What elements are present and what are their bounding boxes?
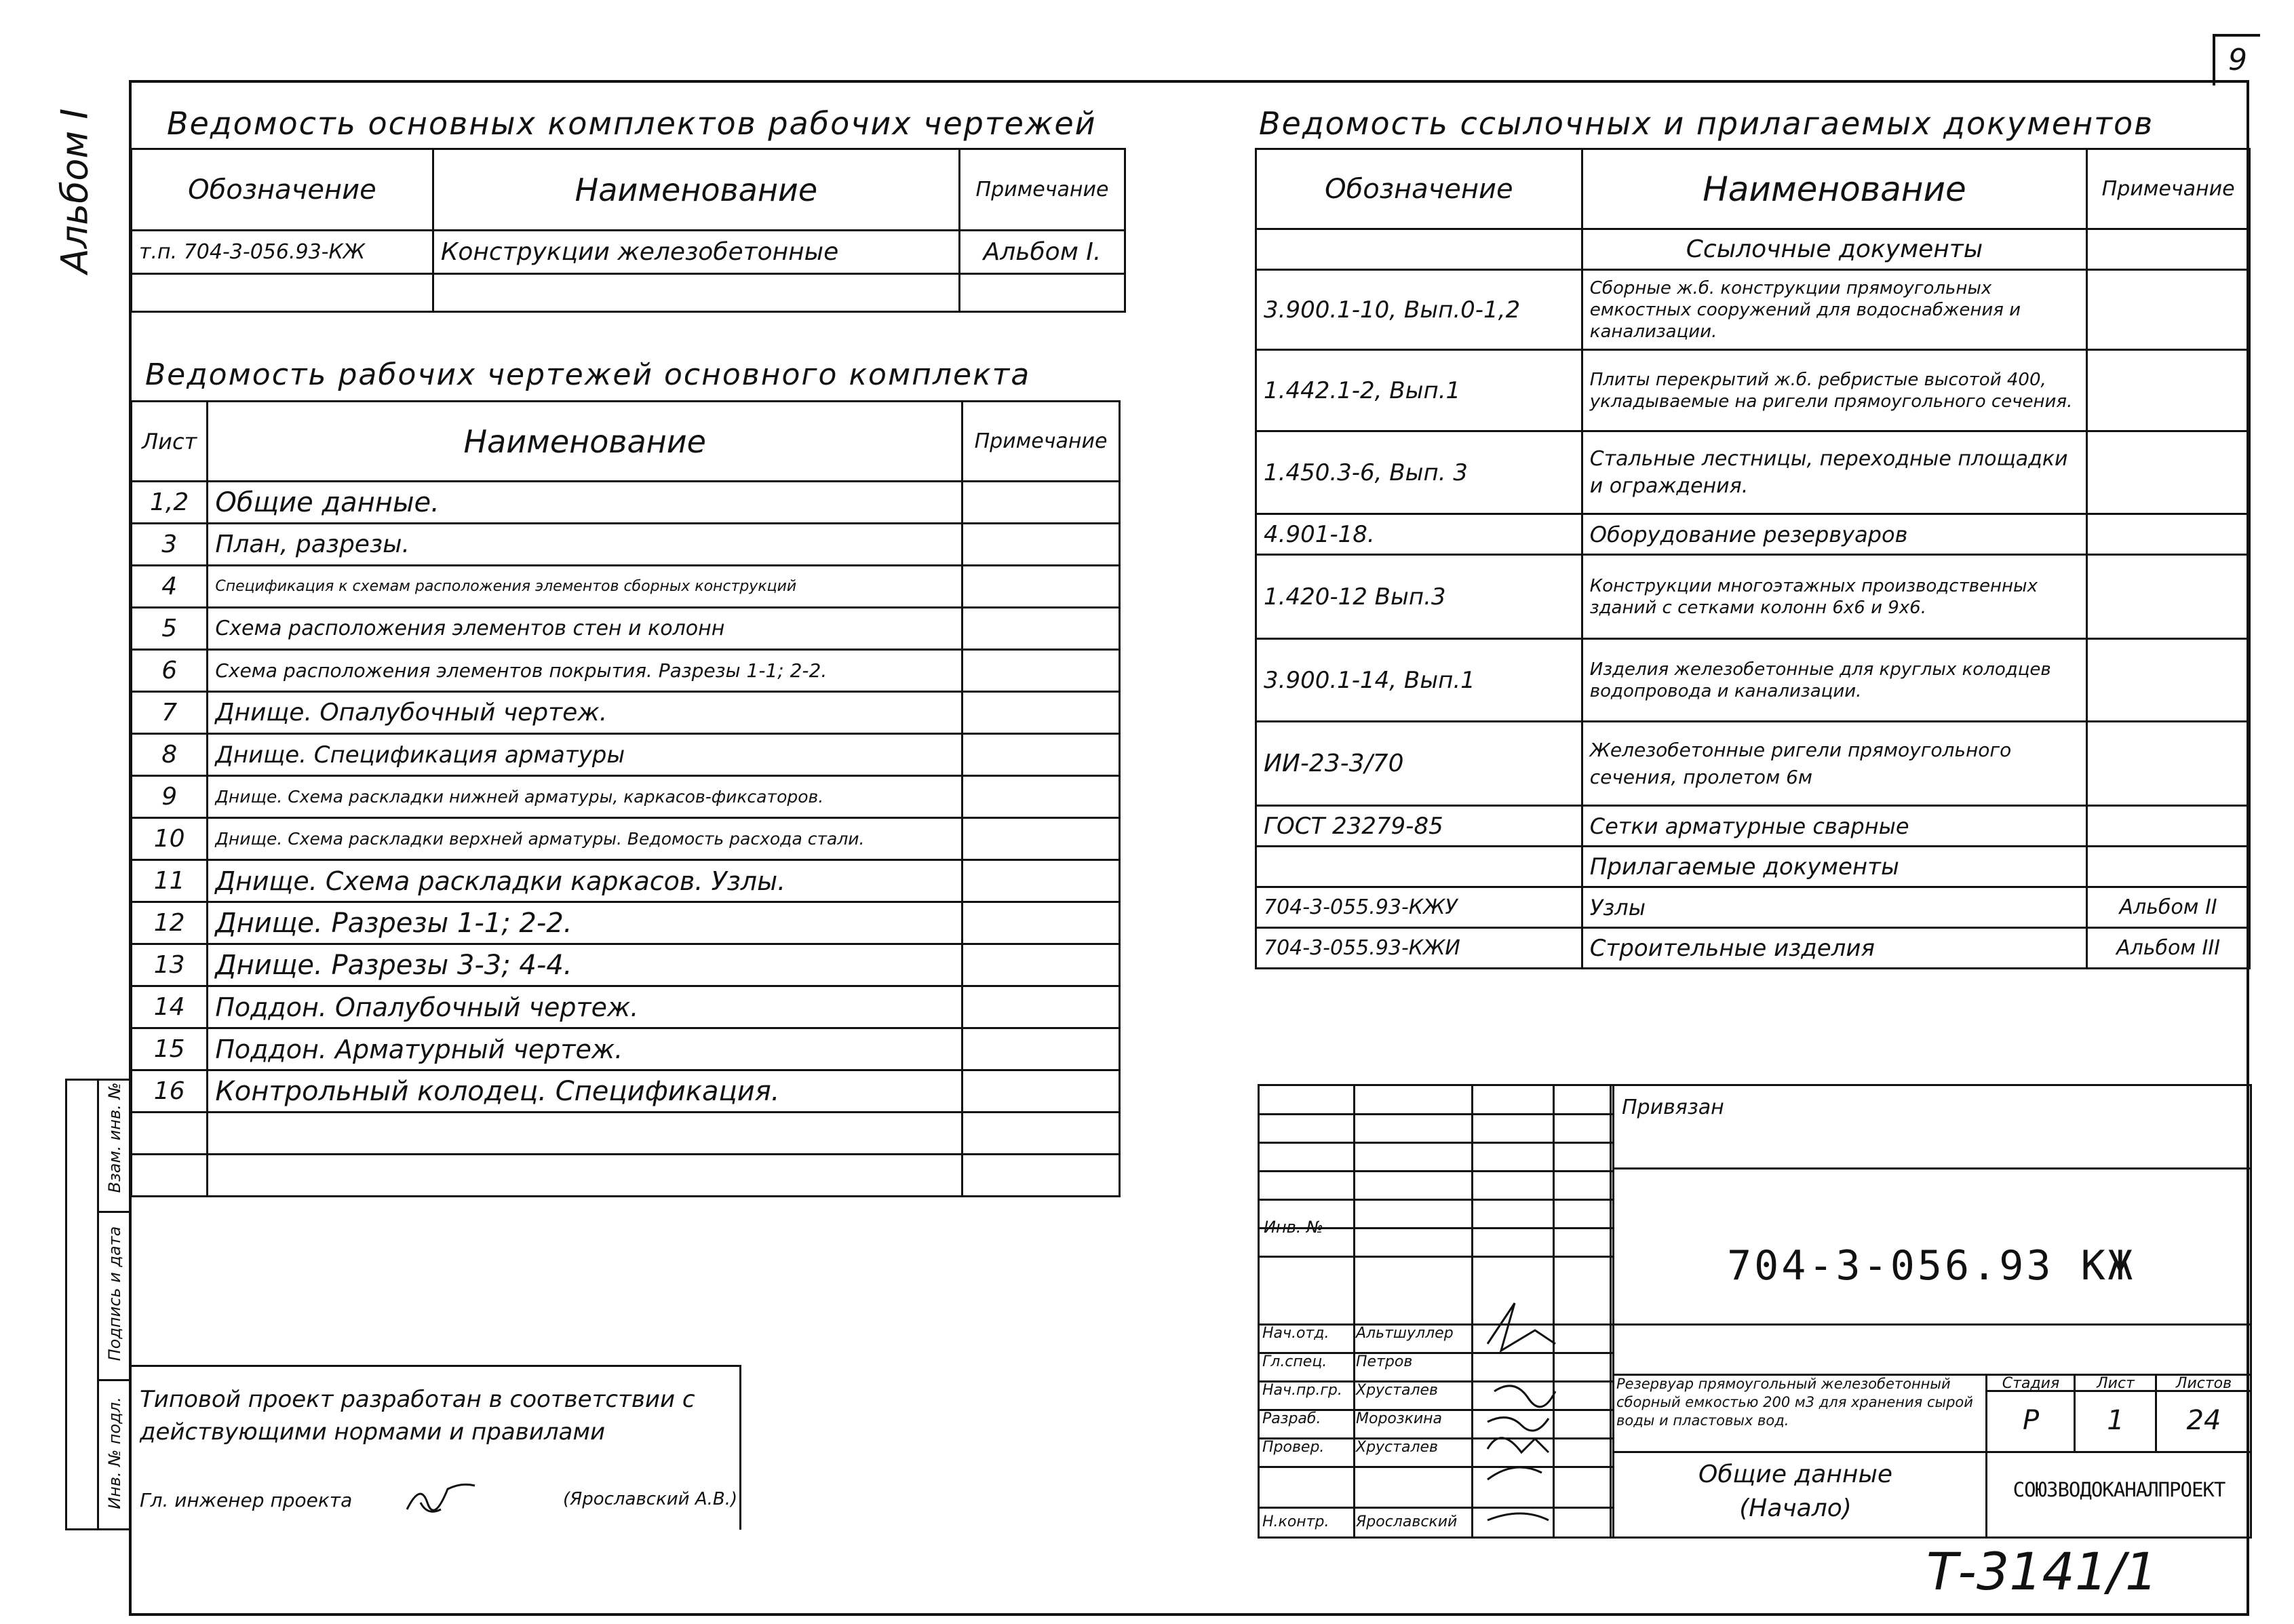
sets-cell <box>433 274 959 312</box>
table-row: 16 Контрольный колодец. Спецификация. <box>132 1070 1120 1113</box>
table-row: 6 Схема расположения элементов покрытия. Разрезы 1-1; 2-2. <box>132 650 1120 692</box>
object-name: Резервуар прямоугольный железобетонный сборный емкостью 200 м3 для хранения сырой воды и пластовых вод. <box>1616 1376 1973 1429</box>
table-row: 9 Днище. Схема раскладки нижней арматуры, каркасов-фиксаторов. <box>132 776 1120 818</box>
side-stamp <box>65 1079 132 1530</box>
table-row <box>132 231 1125 274</box>
table-row <box>132 274 1125 312</box>
title-block <box>1258 1084 2252 1539</box>
sheets-title: Ведомость рабочих чертежей основного комплекта <box>145 357 1031 392</box>
inv-label: Инв. № <box>1264 1218 1324 1237</box>
doc-title: Общие данные (Начало) <box>1698 1461 1893 1522</box>
sets-cell <box>132 274 433 312</box>
norms-note: Типовой проект разработан в соответствии с действующими нормами и правилами <box>140 1386 695 1446</box>
sets-header-designation: Обозначение <box>132 149 433 231</box>
refs-section-referenced: Ссылочные документы <box>1582 229 2086 270</box>
norms-note-box <box>129 1365 741 1530</box>
stage-label: Стадия <box>2002 1375 2060 1392</box>
document-code: 704-3-056.93 КЖ <box>1727 1242 2135 1290</box>
table-row: 13 Днище. Разрезы 3-3; 4-4. <box>132 944 1120 986</box>
table-row: 8 Днище. Спецификация арматуры <box>132 734 1120 776</box>
side-stamp-label: Взам. инв. № <box>105 1082 124 1193</box>
sheets-header-note: Примечание <box>963 402 1120 482</box>
table-row: 1,2 Общие данные. <box>132 482 1120 524</box>
table-row: 4 Спецификация к схемам расположения элементов сборных конструкций <box>132 566 1120 608</box>
table-row: 5 Схема расположения элементов стен и колонн <box>132 608 1120 650</box>
sets-header-note: Примечание <box>959 149 1125 231</box>
table-row: 14 Поддон. Опалубочный чертеж. <box>132 986 1120 1028</box>
side-stamp-label: Инв. № подл. <box>105 1397 124 1509</box>
table-row <box>132 1155 1120 1197</box>
role-label: Н.контр. <box>1262 1513 1329 1530</box>
table-row: 704-3-055.93-КЖИ Строительные изделия Альбом III <box>1256 928 2250 969</box>
privyazan-label: Привязан <box>1622 1096 1724 1119</box>
role-name: Петров <box>1356 1353 1413 1370</box>
table-row: 4.901-18. Оборудование резервуаров <box>1256 514 2250 555</box>
refs-header-name: Наименование <box>1582 149 2086 229</box>
table-row: 3.900.1-10, Вып.0-1,2 Сборные ж.б. конструкции прямоугольных емкостных сооружений для водоснабжения и канализации. <box>1256 270 2250 350</box>
sets-cell: т.п. 704-3-056.93-КЖ <box>132 231 433 274</box>
role-name: Хрусталев <box>1356 1439 1439 1456</box>
organization: СОЮЗВОДОКАНАЛПРОЕКТ <box>2013 1478 2225 1501</box>
role-label: Провер. <box>1262 1439 1325 1456</box>
table-row: 3 План, разрезы. <box>132 524 1120 566</box>
table-row: 12 Днище. Разрезы 1-1; 2-2. <box>132 902 1120 944</box>
sets-header-name: Наименование <box>433 149 959 231</box>
sets-cell: Конструкции железобетонные <box>433 231 959 274</box>
sheets-header-sheet: Лист <box>132 402 208 482</box>
role-label: Нач.отд. <box>1262 1325 1329 1342</box>
table-row: 1.420-12 Вып.3 Конструкции многоэтажных производственных зданий с сетками колонн 6х6 и 9х6. <box>1256 555 2250 639</box>
role-name: Хрусталев <box>1356 1382 1439 1399</box>
role-label: Гл.спец. <box>1262 1353 1327 1370</box>
table-row: 3.900.1-14, Вып.1 Изделия железобетонные для круглых колодцев водопровода и канализации. <box>1256 639 2250 722</box>
stage-value: Р <box>2022 1405 2040 1436</box>
sheets-header-name: Наименование <box>208 402 963 482</box>
album-label: Альбом I <box>53 108 96 274</box>
role-name: Морозкина <box>1356 1410 1443 1427</box>
sheets-value: 24 <box>2186 1405 2221 1436</box>
refs-table <box>1255 148 2251 969</box>
table-row: 7 Днище. Опалубочный чертеж. <box>132 692 1120 734</box>
role-label: Нач.пр.гр. <box>1262 1382 1342 1399</box>
refs-header-note: Примечание <box>2087 149 2250 229</box>
table-row: 11 Днище. Схема раскладки каркасов. Узлы. <box>132 860 1120 902</box>
table-row: 1.442.1-2, Вып.1 Плиты перекрытий ж.б. ребристые высотой 400, укладываемые на ригели прямоугольного сечения. <box>1256 350 2250 431</box>
chief-engineer-name: (Ярославский А.В.) <box>563 1489 738 1509</box>
sets-cell <box>959 274 1125 312</box>
refs-header-designation: Обозначение <box>1256 149 1582 229</box>
table-row: 10 Днище. Схема раскладки верхней арматуры. Ведомость расхода стали. <box>132 818 1120 860</box>
page-number-box <box>2213 34 2260 85</box>
sets-title: Ведомость основных комплектов рабочих чертежей <box>167 105 1097 142</box>
chief-engineer-signature <box>400 1475 482 1523</box>
sets-cell: Альбом I. <box>959 231 1125 274</box>
side-stamp-label: Подпись и дата <box>105 1226 124 1361</box>
sets-table <box>130 148 1126 313</box>
role-name: Альтшуллер <box>1356 1325 1454 1342</box>
sheet-label: Лист <box>2097 1375 2135 1392</box>
table-row <box>132 1113 1120 1155</box>
sheets-table <box>130 400 1121 1197</box>
table-row: ИИ-23-3/70 Железобетонные ригели прямоугольного сечения, пролетом 6м <box>1256 722 2250 806</box>
refs-title: Ведомость ссылочных и прилагаемых документов <box>1259 105 2154 142</box>
role-label: Разраб. <box>1262 1410 1321 1427</box>
table-row: 1.450.3-6, Вып. 3 Стальные лестницы, переходные площадки и ограждения. <box>1256 431 2250 514</box>
table-row: 15 Поддон. Арматурный чертеж. <box>132 1028 1120 1070</box>
table-row: ГОСТ 23279-85 Сетки арматурные сварные <box>1256 806 2250 847</box>
table-row: 704-3-055.93-КЖУ Узлы Альбом II <box>1256 887 2250 928</box>
sheets-label: Листов <box>2175 1375 2232 1392</box>
refs-section-attached: Прилагаемые документы <box>1582 847 2086 887</box>
chief-engineer-label: Гл. инженер проекта <box>140 1489 353 1511</box>
page-number: 9 <box>2228 43 2247 77</box>
sheet-value: 1 <box>2107 1405 2124 1436</box>
archive-number: Т-3141/1 <box>1926 1541 2158 1602</box>
role-name: Ярославский <box>1356 1513 1458 1530</box>
stamp-signatures <box>1474 1290 1610 1534</box>
